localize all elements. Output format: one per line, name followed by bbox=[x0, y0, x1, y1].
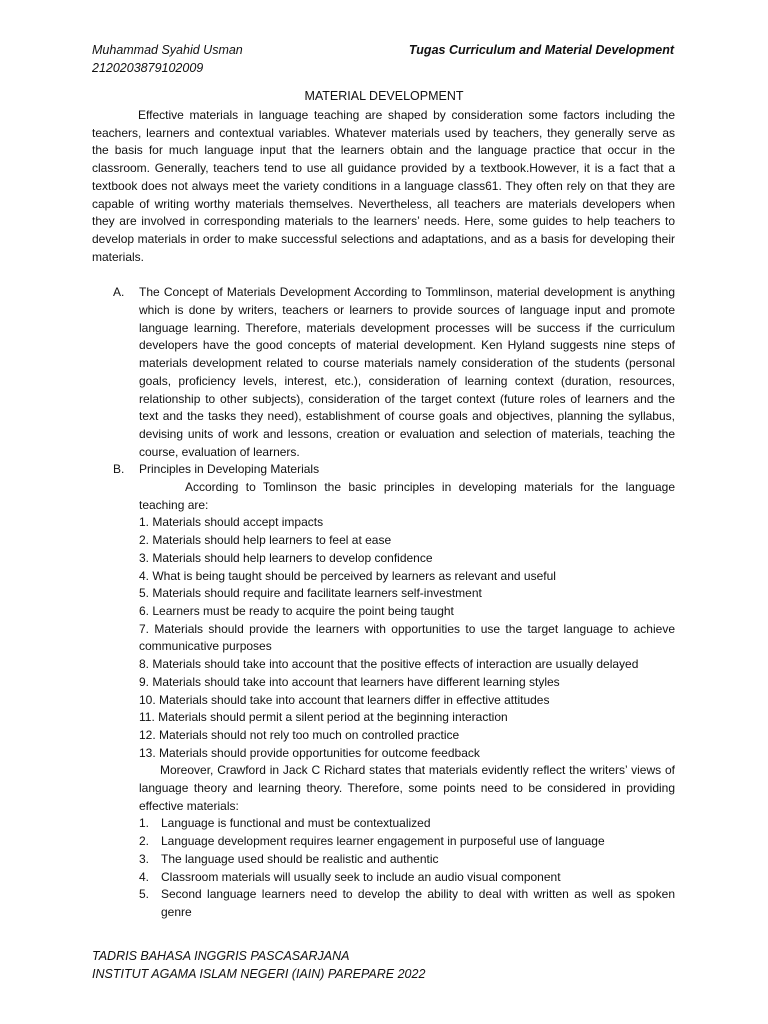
list-number: 3. bbox=[139, 851, 150, 866]
list-text: Second language learners need to develop the ability to deal with written as well as spoken genre bbox=[161, 887, 675, 919]
document-body bbox=[92, 107, 675, 922]
list-item: 2. Materials should help learners to feel at ease bbox=[139, 533, 392, 548]
section-b bbox=[92, 461, 675, 921]
section-b-heading: Principles in Developing Materials bbox=[139, 462, 320, 477]
intro-paragraph: Effective materials in language teaching are shaped by consideration some factors including the teachers, learners and contextual variables. Whatever materials used by teachers, they generally serve as the basis for much language input that the learners obtain and the language practice that occur in the classroom. Generally, teachers tend to use all guidance provided by a textbook.However, it is a fact that a textbook does not always meet the variety conditions in a language class61. They often rely on that they are capable of writing worthy materials themselves. Nevertheless, all teachers are materials developers when they are involved in corresponding materials to the learners’ needs. Here, some guides to help teachers to develop materials in order to make successful selections and adaptations, and as a basis for developing their materials. bbox=[92, 108, 675, 264]
section-b-intro: According to Tomlinson the basic principles in developing materials for the language teaching are: bbox=[139, 480, 675, 512]
list-number: 2. bbox=[139, 834, 150, 849]
list-text: The language used should be realistic and authentic bbox=[161, 851, 439, 866]
list-number: 5. bbox=[139, 887, 150, 902]
list-text: Language development requires learner engagement in purposeful use of language bbox=[161, 834, 605, 849]
list-number: 4. bbox=[139, 869, 150, 884]
spacer bbox=[92, 266, 675, 284]
section-a-label: A. bbox=[113, 285, 125, 300]
header-left bbox=[92, 42, 243, 77]
list-item: 9. Materials should take into account that learners have different learning styles bbox=[139, 674, 560, 689]
list-item bbox=[139, 886, 675, 921]
crawford-paragraph: Moreover, Crawford in Jack C Richard states that materials evidently reflect the writers’ views of language theory and learning theory. Therefore, some points need to be considered in providing effective materials: bbox=[139, 763, 675, 813]
page-title: MATERIAL DEVELOPMENT bbox=[304, 89, 464, 103]
list-item bbox=[139, 833, 675, 851]
footer-line-1: TADRIS BAHASA INGGRIS PASCASARJANA bbox=[92, 949, 350, 963]
list-item bbox=[139, 869, 675, 887]
page-footer bbox=[92, 947, 425, 983]
points-list bbox=[139, 815, 675, 921]
principles-list bbox=[139, 514, 675, 762]
list-item: 12. Materials should not rely too much on controlled practice bbox=[139, 727, 460, 742]
section-b-label: B. bbox=[113, 462, 125, 477]
assignment-title: Tugas Curriculum and Material Development bbox=[408, 43, 674, 57]
list-item: 7. Materials should provide the learners with opportunities to use the target language to achieve communicative purposes bbox=[139, 621, 675, 654]
list-item: 6. Learners must be ready to acquire the point being taught bbox=[139, 603, 454, 618]
list-text: Language is functional and must be contextualized bbox=[161, 816, 431, 831]
footer-line-2: INSTITUT AGAMA ISLAM NEGERI (IAIN) PAREPARE 2022 bbox=[92, 967, 426, 981]
list-item: 11. Materials should permit a silent period at the beginning interaction bbox=[139, 710, 508, 725]
list-item bbox=[139, 851, 675, 869]
author-name: Muhammad Syahid Usman bbox=[92, 43, 243, 57]
list-number: 1. bbox=[139, 816, 150, 831]
section-a bbox=[92, 284, 675, 461]
list-item: 5. Materials should require and facilitate learners self-investment bbox=[139, 586, 482, 601]
list-item: 4. What is being taught should be perceived by learners as relevant and useful bbox=[139, 568, 556, 583]
list-text: Classroom materials will usually seek to include an audio visual component bbox=[161, 869, 561, 884]
list-item: 3. Materials should help learners to develop confidence bbox=[139, 550, 433, 565]
list-item bbox=[139, 815, 675, 833]
list-item: 13. Materials should provide opportunities for outcome feedback bbox=[139, 745, 480, 760]
list-item: 10. Materials should take into account that learners differ in effective attitudes bbox=[139, 692, 550, 707]
list-item: 8. Materials should take into account that the positive effects of interaction are usually delayed bbox=[139, 657, 639, 672]
student-id: 2120203879102009 bbox=[92, 60, 204, 75]
section-a-text: The Concept of Materials Development According to Tommlinson, material development is anything which is done by writers, teachers or learners to provide sources of language input and promote language learning. Therefore, materials development processes will be success if the curriculum developers have the good concepts of material development. Ken Hyland suggests nine steps of materials development related to course materials namely consideration of the students (personal goals, proficiency levels, interest, etc.), consideration of learning context (duration, resources, relationship to other subjects), consideration of the target context (future roles of learners and the text and the tasks they need), establishment of course goals and objectives, planning the syllabus, devising units of work and lessons, creation or evaluation and selection of materials, teaching the course, evaluation of learners. bbox=[139, 285, 675, 459]
list-item: 1. Materials should accept impacts bbox=[139, 515, 324, 530]
